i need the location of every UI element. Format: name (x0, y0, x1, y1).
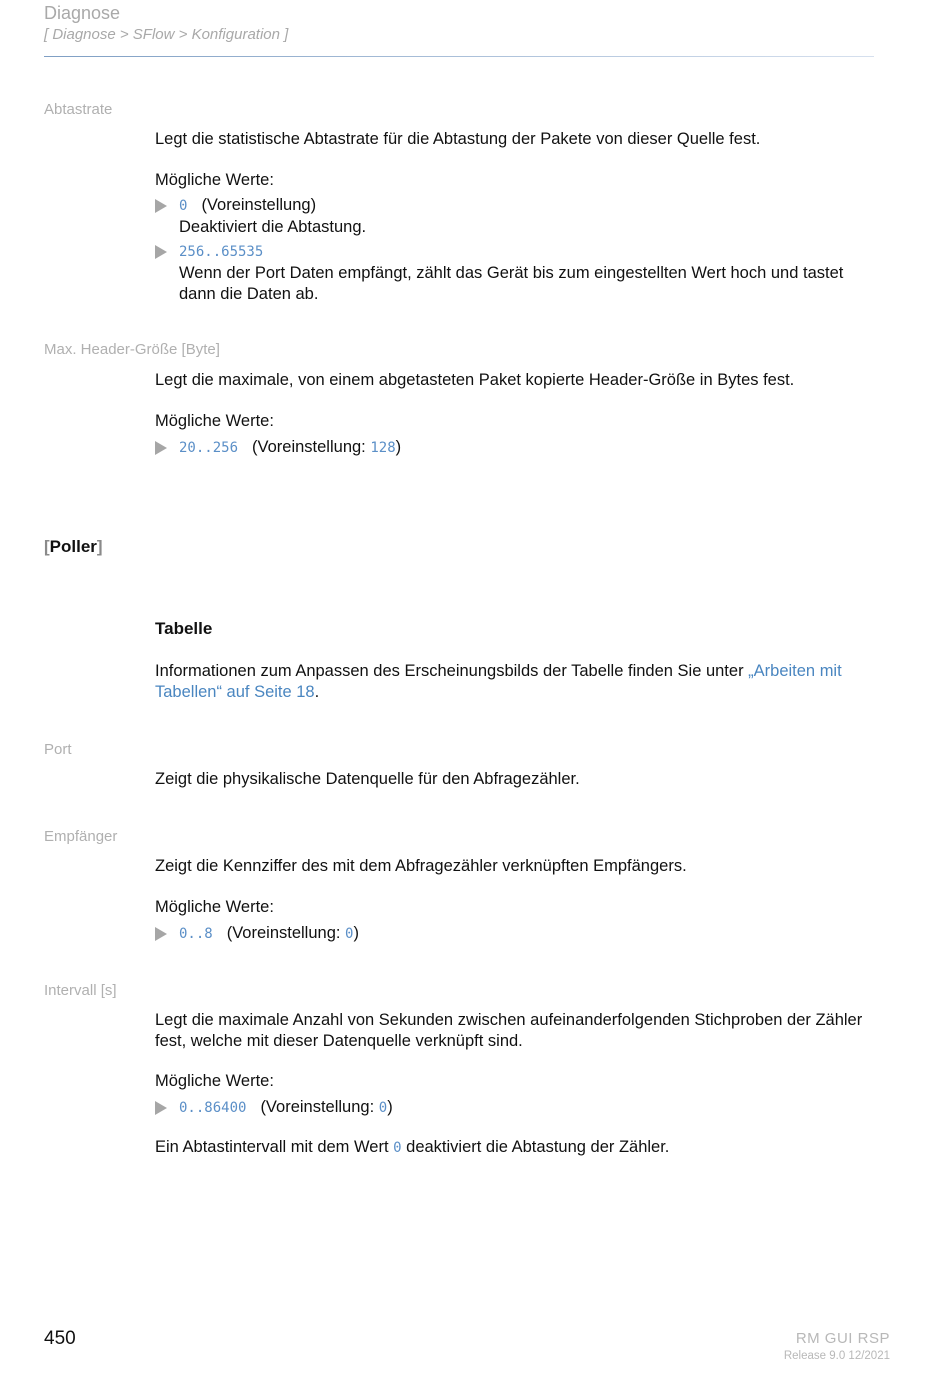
header-size-description: Legt die maximale, von einem abgetasteten Paket kopierte Header-Größe in Bytes fest. (155, 371, 795, 389)
header-size-values-heading: Mögliche Werte: (155, 412, 274, 430)
param-label-abtastrate: Abtastrate (44, 101, 113, 118)
intervall-note (155, 1137, 895, 1159)
value-code: 20..256 (179, 440, 239, 456)
value-description-line: dann die Daten ab. (179, 285, 319, 303)
value-description-line: Wenn der Port Daten empfängt, zählt das Gerät bis zum eingestellten Wert hoch und tastet (179, 264, 844, 282)
value-description: Deaktiviert die Abtastung. (179, 218, 367, 236)
description-line: Legt die maximale Anzahl von Sekunden zwischen aufeinanderfolgenden Stichproben der Zähler (155, 1011, 863, 1029)
param-label-empfaenger: Empfänger (44, 828, 118, 845)
empfaenger-description: Zeigt die Kennziffer des mit dem Abfragezähler verknüpften Empfängers. (155, 857, 687, 875)
page-number: 450 (44, 1328, 76, 1349)
bullet-triangle-icon (155, 199, 167, 213)
value-code: 256..65535 (179, 244, 264, 260)
empfaenger-values-heading: Mögliche Werte: (155, 898, 274, 916)
tabelle-info (155, 661, 895, 703)
param-label-port: Port (44, 741, 72, 758)
period: . (314, 683, 320, 701)
subheading-tabelle: Tabelle (155, 619, 213, 638)
bullet-triangle-icon (155, 441, 167, 455)
intervall-description (155, 1010, 895, 1052)
default-value: 0 (345, 926, 354, 942)
section-heading-poller (44, 537, 103, 557)
page-header-title: Diagnose (44, 3, 121, 23)
default-value: 128 (370, 440, 396, 456)
tabelle-link[interactable]: „Arbeiten mit Tabellen“ auf Seite 18 (155, 662, 842, 701)
header-size-value-item (155, 437, 885, 459)
abtastrate-description: Legt die statistische Abtastrate für die Abtastung der Pakete von dieser Quelle fest. (155, 130, 761, 148)
note-text: deaktiviert die Abtastung der Zähler. (401, 1138, 670, 1156)
default-value: 0 (378, 1100, 388, 1116)
abtastrate-value-item (155, 195, 885, 238)
value-note: (Voreinstellung: (252, 438, 371, 456)
note-text: Ein Abtastintervall mit dem Wert (155, 1138, 394, 1156)
intervall-values-heading: Mögliche Werte: (155, 1072, 274, 1090)
tabelle-text: Informationen zum Anpassen des Erscheinungsbilds der Tabelle finden Sie unter (155, 662, 749, 680)
description-line: fest, welche mit dieser Datenquelle verknüpft sind. (155, 1032, 523, 1050)
footer-release: Release 9.0 12/2021 (783, 1350, 890, 1362)
abtastrate-values-heading: Mögliche Werte: (155, 171, 274, 189)
value-note-end: ) (395, 438, 402, 456)
intervall-value-item (155, 1097, 885, 1119)
value-note: (Voreinstellung: (260, 1098, 379, 1116)
abtastrate-value-item (155, 241, 885, 305)
bullet-triangle-icon (155, 927, 167, 941)
value-note: (Voreinstellung: (226, 924, 346, 942)
value-code: 0 (179, 198, 188, 214)
footer-product: RM GUI RSP (795, 1330, 890, 1347)
breadcrumb: [ Diagnose > SFlow > Konfiguration ] (44, 26, 289, 43)
bullet-triangle-icon (155, 1101, 167, 1115)
value-note-end: ) (387, 1098, 393, 1116)
value-note-end: ) (353, 924, 359, 942)
bracket: [ (44, 537, 50, 556)
bracket: ] (96, 537, 103, 556)
value-code: 0..8 (179, 926, 213, 942)
bullet-triangle-icon (155, 245, 167, 259)
port-description: Zeigt die physikalische Datenquelle für den Abfragezähler. (155, 770, 580, 788)
param-label-header-size: Max. Header-Größe [Byte] (44, 341, 220, 358)
empfaenger-value-item (155, 923, 885, 945)
param-label-intervall: Intervall [s] (44, 982, 117, 999)
header-divider (44, 56, 874, 57)
value-code: 0..86400 (179, 1100, 247, 1116)
section-title: Poller (49, 537, 97, 556)
note-code: 0 (393, 1140, 402, 1156)
value-note: (Voreinstellung) (201, 196, 317, 214)
